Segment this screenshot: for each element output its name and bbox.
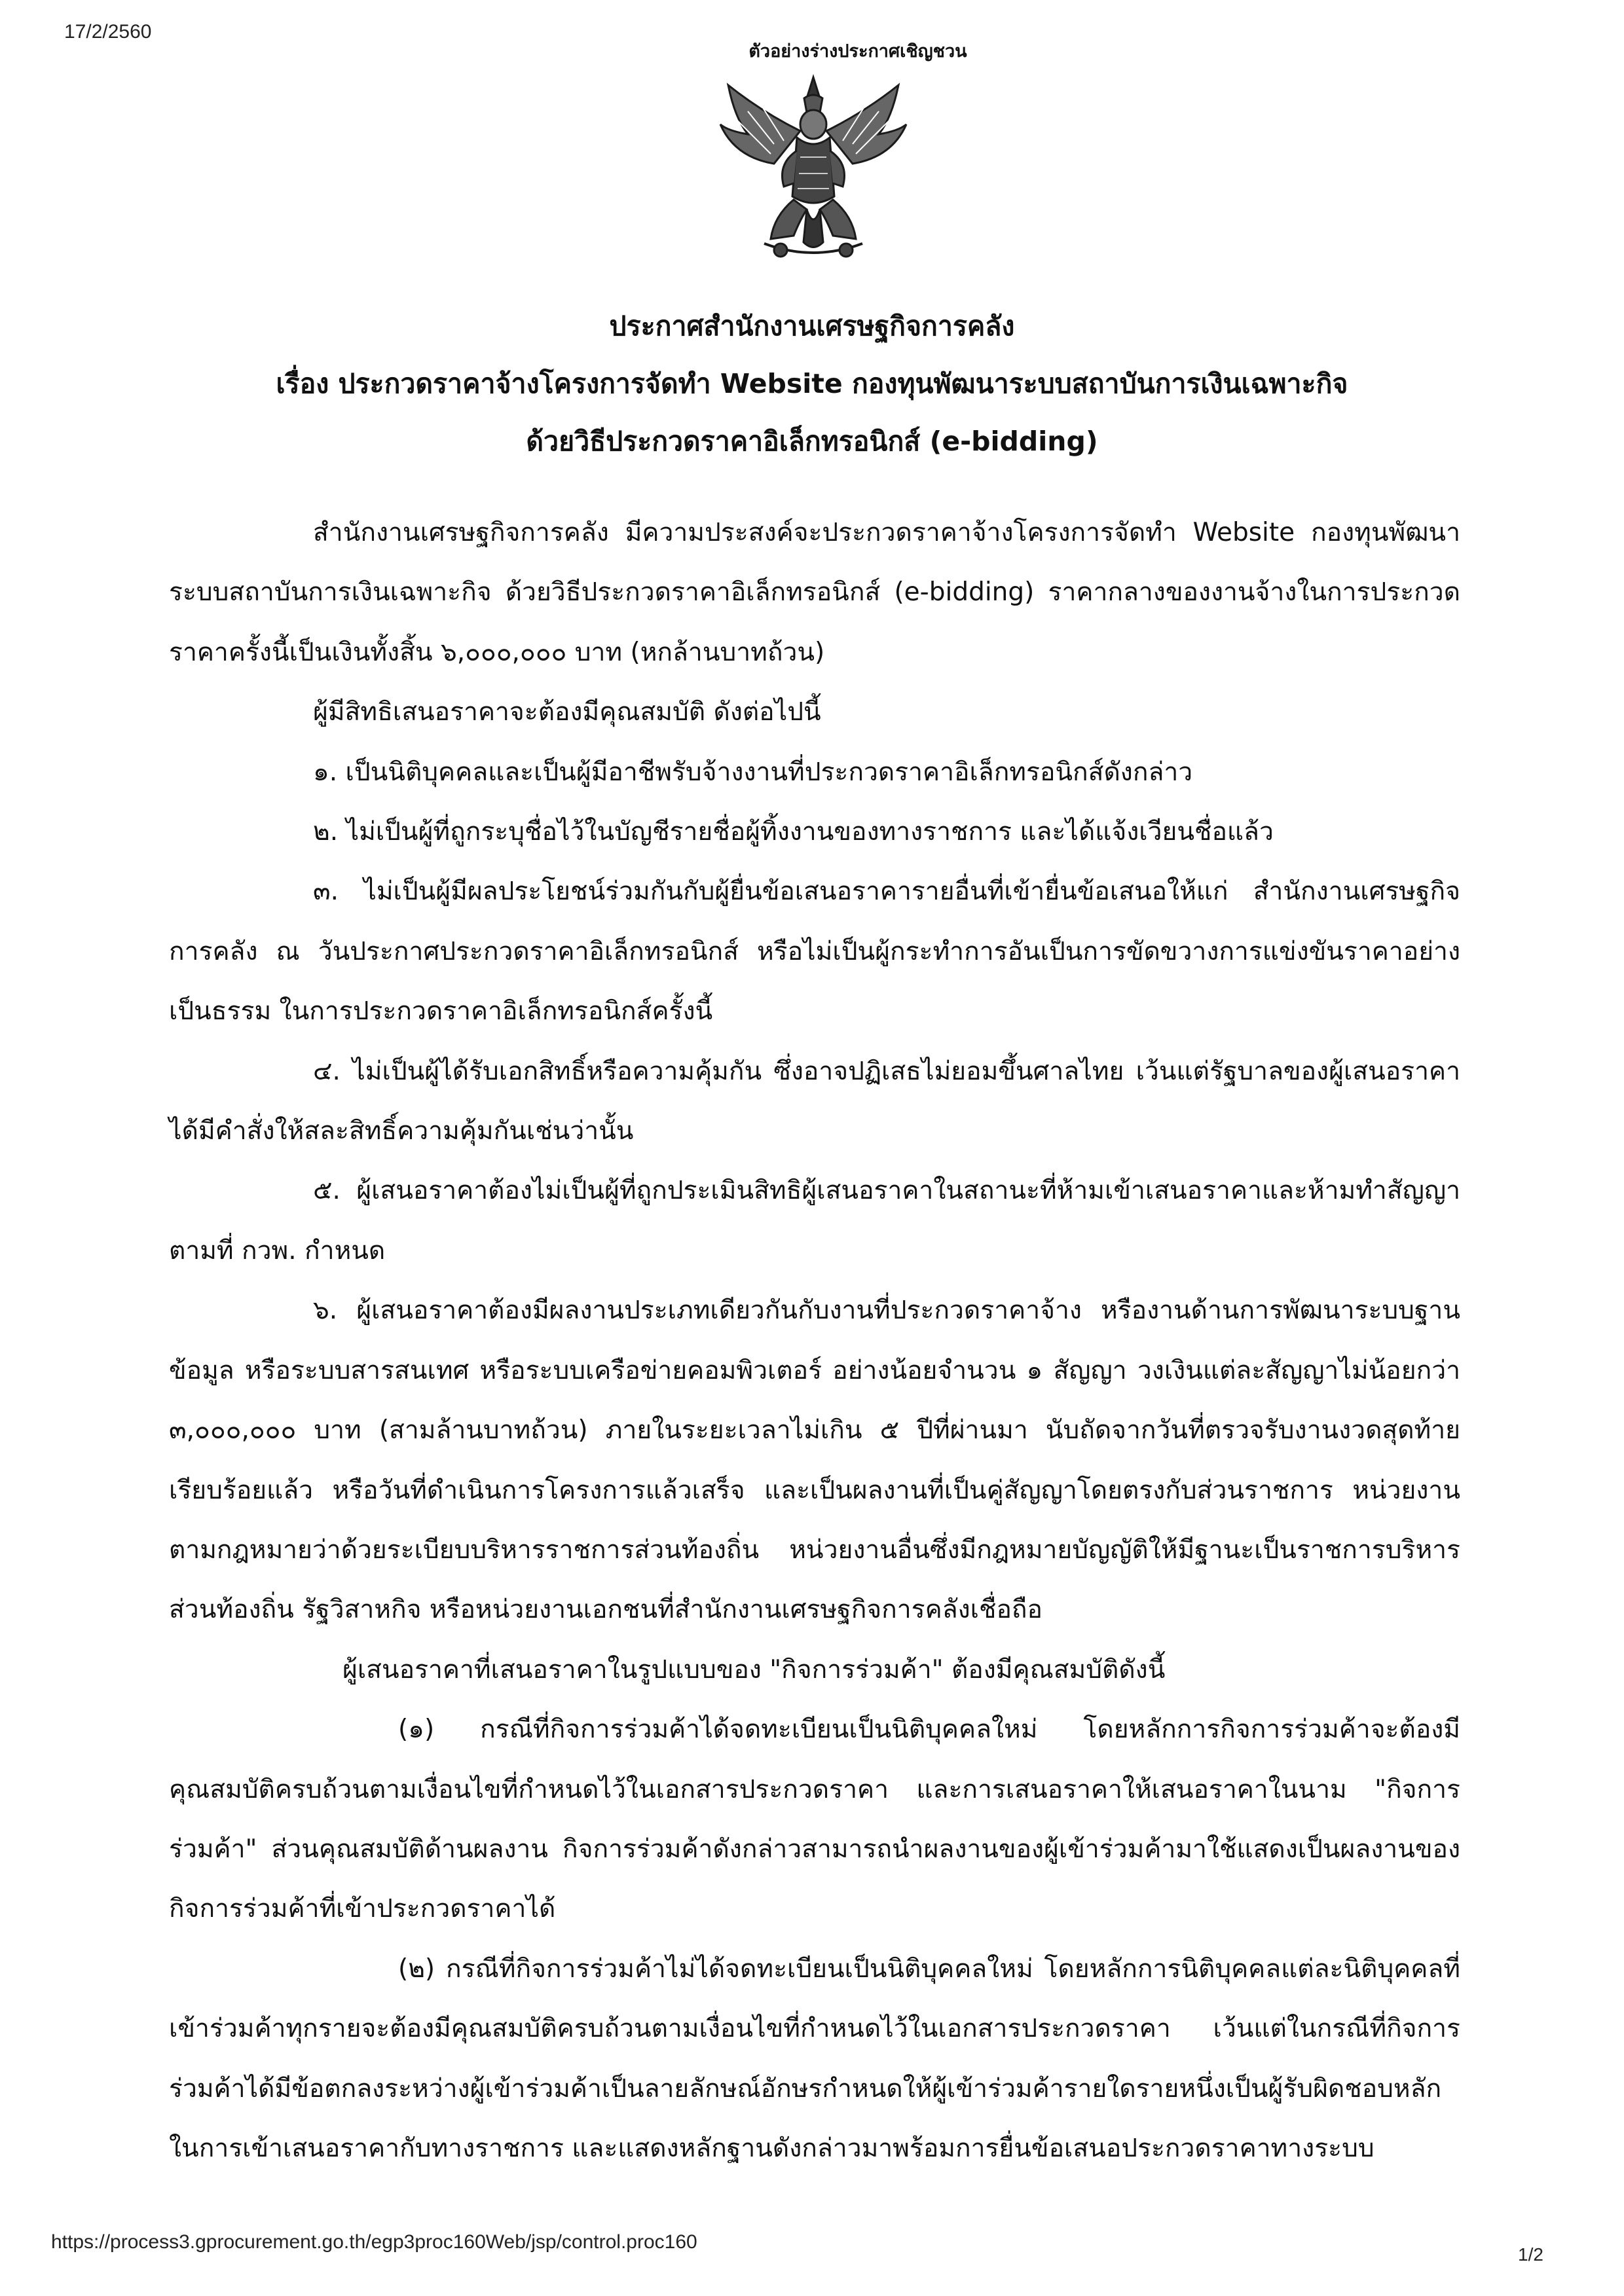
heading-method: ด้วยวิธีประกวดราคาอิเล็กทรอนิกส์ (e-bidding) xyxy=(526,426,1098,457)
draft-label: ตัวอย่างร่างประกาศเชิญชวน xyxy=(748,41,967,62)
joint-venture-case-1: (๑) กรณีที่กิจการร่วมค้าได้จดทะเบียนเป็นนิติบุคคลใหม่ โดยหลักการกิจการร่วมค้าจะต้องมีคุณสมบัติครบถ้วนตามเงื่อนไขที่กำหนดไว้ในเอกสารประกวดราคา และการเสนอราคาให้เสนอราคาในนาม "กิจการร่วมค้า" ส่วนคุณสมบัติด้านผลงาน กิจการร่วมค้าดังกล่าวสามารถนำผลงานของผู้เข้าร่วมค้ามาใช้แสดงเป็นผลงานของกิจการร่วมค้าที่เข้าประกวดราคาได้ xyxy=(169,1715,1460,1924)
joint-venture-intro: ผู้เสนอราคาที่เสนอราคาในรูปแบบของ "กิจการร่วมค้า" ต้องมีคุณสมบัติดังนี้ xyxy=(342,1654,1166,1685)
heading-subject: เรื่อง ประกวดราคาจ้างโครงการจัดทำ Website กองทุนพัฒนาระบบสถาบันการเงินเฉพาะกิจ xyxy=(276,368,1348,399)
document-body xyxy=(169,503,1460,2178)
intro-paragraph: สำนักงานเศรษฐกิจการคลัง มีความประสงค์จะประกวดราคาจ้างโครงการจัดทำ Website กองทุนพัฒนาระบบสถาบันการเงินเฉพาะกิจ ด้วยวิธีประกวดราคาอิเล็กทรอนิกส์ (e-bidding) ราคากลางของงานจ้างในการประกวดราคาครั้งนี้เป็นเงินทั้งสิ้น ๖,๐๐๐,๐๐๐ บาท (หกล้านบาทถ้วน) xyxy=(169,518,1460,667)
print-date: 17/2/2560 xyxy=(64,21,152,43)
qualification-3: ๓. ไม่เป็นผู้มีผลประโยชน์ร่วมกันกับผู้ยื่นข้อเสนอราคารายอื่นที่เข้ายื่นข้อเสนอให้แก่ สำนักงานเศรษฐกิจการคลัง ณ วันประกาศประกวดราคาอิเล็กทรอนิกส์ หรือไม่เป็นผู้กระทำการอันเป็นการขัดขวางการแข่งขันราคาอย่างเป็นธรรม ในการประกวดราคาอิเล็กทรอนิกส์ครั้งนี้ xyxy=(169,877,1460,1027)
qualification-5: ๕. ผู้เสนอราคาต้องไม่เป็นผู้ที่ถูกประเมินสิทธิผู้เสนอราคาในสถานะที่ห้ามเข้าเสนอราคาและห้ามทำสัญญาตามที่ กวพ. กำหนด xyxy=(169,1176,1460,1266)
qualification-2: ๒. ไม่เป็นผู้ที่ถูกระบุชื่อไว้ในบัญชีรายชื่อผู้ทิ้งงานของทางราชการ และได้แจ้งเวียนชื่อแล้ว xyxy=(313,817,1274,847)
qualification-1: ๑. เป็นนิติบุคคลและเป็นผู้มีอาชีพรับจ้างงานที่ประกวดราคาอิเล็กทรอนิกส์ดังกล่าว xyxy=(313,757,1193,787)
qualification-4: ๔. ไม่เป็นผู้ได้รับเอกสิทธิ์หรือความคุ้มกัน ซึ่งอาจปฏิเสธไม่ยอมขึ้นศาลไทย เว้นแต่รัฐบาลของผู้เสนอราคาได้มีคำสั่งให้สละสิทธิ์ความคุ้มกันเช่นว่านั้น xyxy=(169,1056,1460,1146)
qualification-6: ๖. ผู้เสนอราคาต้องมีผลงานประเภทเดียวกันกับงานที่ประกวดราคาจ้าง หรืองานด้านการพัฒนาระบบฐานข้อมูล หรือระบบสารสนเทศ หรือระบบเครือข่ายคอมพิวเตอร์ อย่างน้อยจำนวน ๑ สัญญา วงเงินแต่ละสัญญาไม่น้อยกว่า ๓,๐๐๐,๐๐๐ บาท (สามล้านบาทถ้วน) ภายในระยะเวลาไม่เกิน ๕ ปีที่ผ่านมา นับถัดจากวันที่ตรวจรับงานงวดสุดท้ายเรียบร้อยแล้ว หรือวันที่ดำเนินการโครงการแล้วเสร็จ และเป็นผลงานที่เป็นคู่สัญญาโดยตรงกับส่วนราชการ หน่วยงานตามกฎหมายว่าด้วยระเบียบบริหารราชการส่วนท้องถิ่น หน่วยงานอื่นซึ่งมีกฎหมายบัญญัติให้มีฐานะเป็นราชการบริหารส่วนท้องถิ่น รัฐวิสาหกิจ หรือหน่วยงานเอกชนที่สำนักงานเศรษฐกิจการคลังเชื่อถือ xyxy=(169,1296,1460,1625)
garuda-emblem-icon xyxy=(709,72,918,268)
print-footer-url: https://process3.gprocurement.go.th/egp3proc160Web/jsp/control.proc160 xyxy=(51,2231,697,2253)
print-footer-page-number: 1/2 xyxy=(1518,2244,1543,2265)
qualifications-intro: ผู้มีสิทธิเสนอราคาจะต้องมีคุณสมบัติ ดังต่อไปนี้ xyxy=(313,697,821,727)
joint-venture-case-2: (๒) กรณีที่กิจการร่วมค้าไม่ได้จดทะเบียนเป็นนิติบุคคลใหม่ โดยหลักการนิติบุคคลแต่ละนิติบุคคลที่เข้าร่วมค้าทุกรายจะต้องมีคุณสมบัติครบถ้วนตามเงื่อนไขที่กำหนดไว้ในเอกสารประกวดราคา เว้นแต่ในกรณีที่กิจการร่วมค้าได้มีข้อตกลงระหว่างผู้เข้าร่วมค้าเป็นลายลักษณ์อักษรกำหนดให้ผู้เข้าร่วมค้ารายใดรายหนึ่งเป็นผู้รับผิดชอบหลักในการเข้าเสนอราคากับทางราชการ และแสดงหลักฐานดังกล่าวมาพร้อมการยื่นข้อเสนอประกวดราคาทางระบบ xyxy=(169,1954,1460,2163)
heading-agency: ประกาศสำนักงานเศรษฐกิจการคลัง xyxy=(609,310,1015,342)
